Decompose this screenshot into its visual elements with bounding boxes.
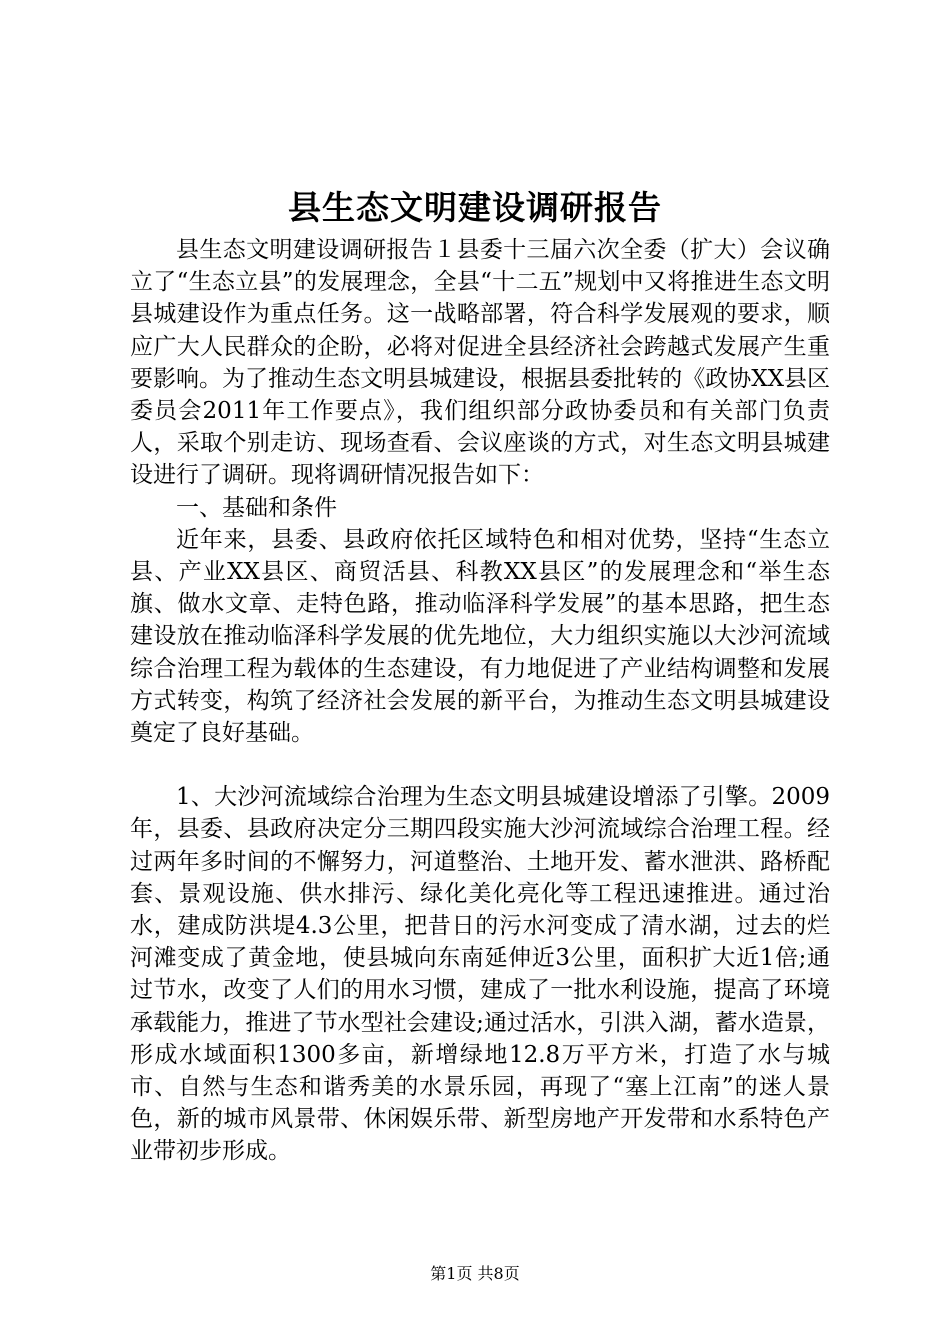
document-body: [130, 234, 830, 1168]
paragraph-intro: 县生态文明建设调研报告１县委十三届六次全委（扩大）会议确立了“生态立县”的发展理念，全县“十二五”规划中又将推进生态文明县城建设作为重点任务。这一战略部署，符合科学发展观的要求，顺应广大人民群众的企盼，必将对促进全县经济社会跨越式发展产生重要影响。为了推动生态文明县城建设，根据县委批转的《政协XX县区委员会2011年工作要点》，我们组织部分政协委员和有关部门负责人，采取个别走访、现场查看、会议座谈的方式，对生态文明县城建设进行了调研。现将调研情况报告如下：: [130, 237, 830, 489]
paragraph-river-governance: 1、大沙河流域综合治理为生态文明县城建设增添了引擎。2009年，县委、县政府决定分三期四段实施大沙河流域综合治理工程。经过两年多时间的不懈努力，河道整治、土地开发、蓄水泄洪、路桥配套、景观设施、供水排污、绿化美化亮化等工程迅速推进。通过治水，建成防洪堤4.3公里，把昔日的污水河变成了清水湖，过去的烂河滩变成了黄金地，使县城向东南延伸近3公里，面积扩大近1倍;通过节水，改变了人们的用水习惯，建成了一批水利设施，提高了环境承载能力，推进了节水型社会建设;通过活水，引洪入湖，蓄水造景，形成水域面积1300多亩，新增绿地12.8万平方米，打造了水与城市、自然与生态和谐秀美的水景乐园，再现了“塞上江南”的迷人景色，新的城市风景带、休闲娱乐带、新型房地产开发带和水系特色产业带初步形成。: [130, 784, 830, 1165]
section-heading-foundation: 一、基础和条件: [176, 494, 337, 521]
page-number-footer: 第1页 共8页: [430, 1264, 520, 1283]
document-title: 县生态文明建设调研报告: [288, 188, 662, 227]
paragraph-foundation: 近年来，县委、县政府依托区域特色和相对优势，坚持“生态立县、产业XX县区、商贸活县、科教XX县区”的发展理念和“举生态旗、做水文章、走特色路，推动临泽科学发展”的基本思路，把生态建设放在推动临泽科学发展的优先地位，大力组织实施以大沙河流域综合治理工程为载体的生态建设，有力地促进了产业结构调整和发展方式转变，构筑了经济社会发展的新平台，为推动生态文明县城建设奠定了良好基础。: [130, 526, 830, 747]
